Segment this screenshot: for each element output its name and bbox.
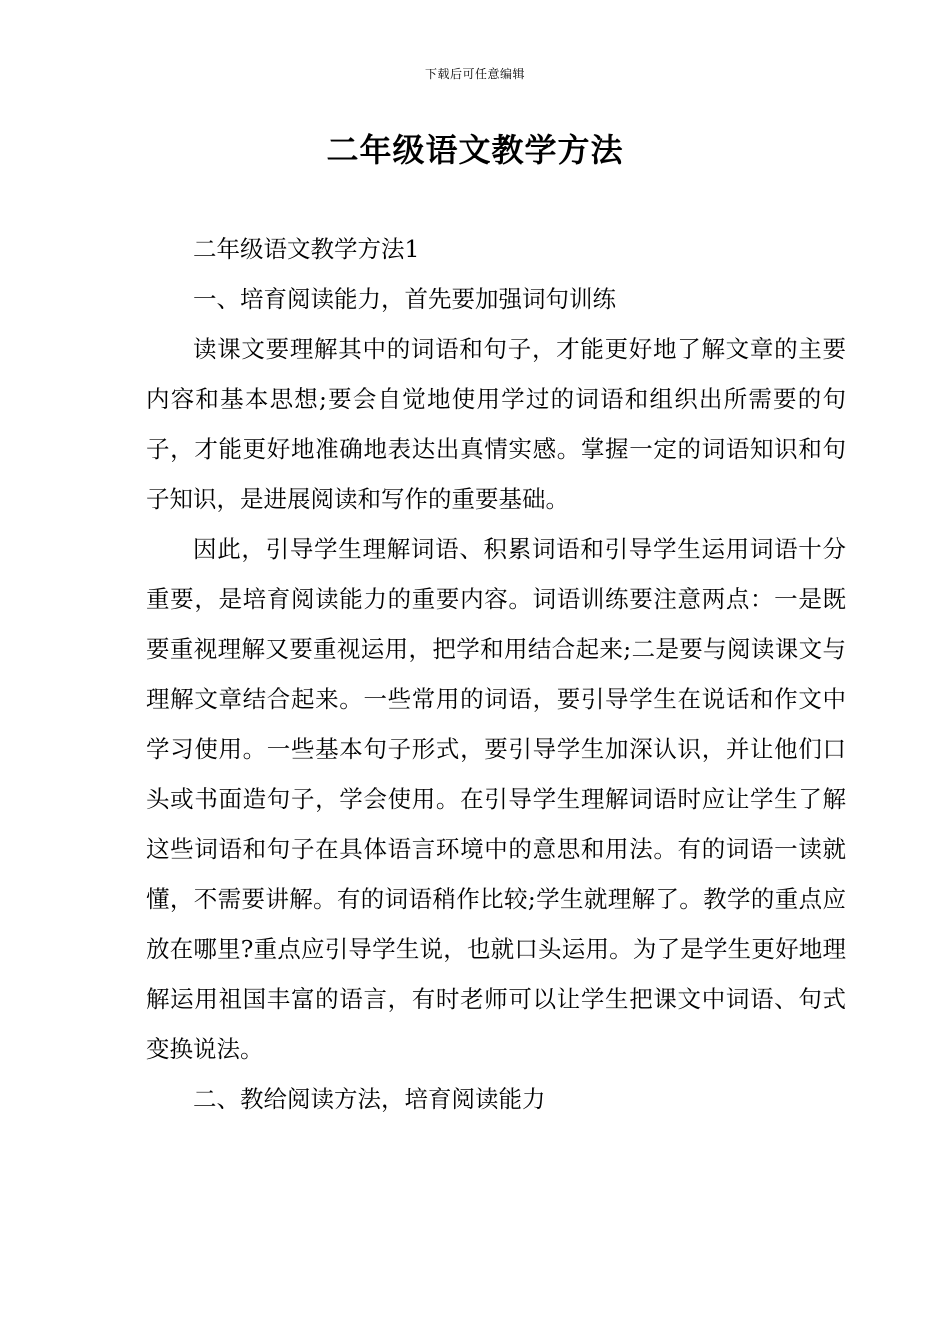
section-heading-1: 二年级语文教学方法1 <box>193 235 420 263</box>
document-body <box>146 224 846 1124</box>
subsection-heading-2: 二、教给阅读方法，培育阅读能力 <box>193 1085 546 1113</box>
body-paragraph: 读课文要理解其中的词语和句子，才能更好地了解文章的主要内容和基本思想;要会自觉地使用学过的词语和组织出所需要的句子，才能更好地准确地表达出真情实感。掌握一定的词语知识和句子知识，是进展阅读和写作的重要基础。 <box>146 335 846 513</box>
body-paragraph: 因此，引导学生理解词语、积累词语和引导学生运用词语十分重要，是培育阅读能力的重要内容。词语训练要注意两点：一是既要重视理解又要重视运用，把学和用结合起来;二是要与阅读课文与理解文章结合起来。一些常用的词语，要引导学生在说话和作文中学习使用。一些基本句子形式，要引导学生加深认识，并让他们口头或书面造句子，学会使用。在引导学生理解词语时应让学生了解这些词语和句子在具体语言环境中的意思和用法。有的词语一读就懂，不需要讲解。有的词语稍作比较;学生就理解了。教学的重点应放在哪里?重点应引导学生说，也就口头运用。为了是学生更好地理解运用祖国丰富的语言，有时老师可以让学生把课文中词语、句式变换说法。 <box>146 535 846 1063</box>
subsection-heading-1: 一、培育阅读能力，首先要加强词句训练 <box>193 285 616 313</box>
header-note: 下载后可任意编辑 <box>424 67 525 81</box>
document-title: 二年级语文教学方法 <box>326 131 624 169</box>
